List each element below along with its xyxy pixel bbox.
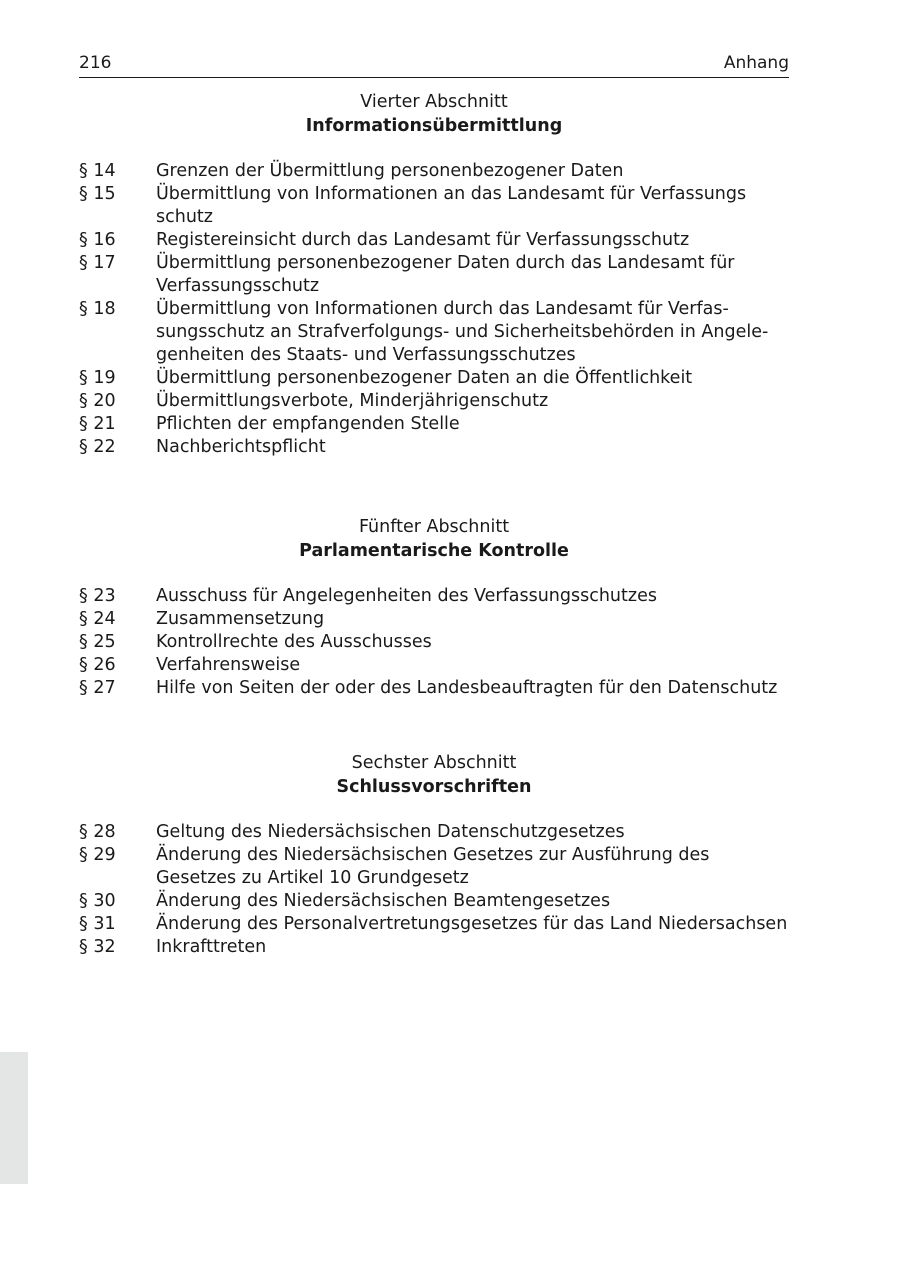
paragraph-title-line: Geltung des Niedersächsischen Datenschutzgesetzes <box>156 822 625 842</box>
paragraph-title-line: Übermittlung personenbezogener Daten durch das Landesamt für <box>156 253 735 273</box>
paragraph-number: § 25 <box>79 632 116 652</box>
paragraph-number: § 28 <box>79 822 116 842</box>
paragraph-title <box>156 608 789 631</box>
section-heading <box>79 751 789 799</box>
toc-list <box>79 821 789 959</box>
header-rule <box>79 77 789 78</box>
toc-list <box>79 160 789 459</box>
paragraph-title-line: sungsschutz an Strafverfolgungs- und Sicherheitsbehörden in Angele- <box>156 322 769 342</box>
paragraph-title-line: Inkrafttreten <box>156 937 267 957</box>
paragraph-title-line: Ausschuss für Angelegenheiten des Verfassungsschutzes <box>156 586 657 606</box>
paragraph-title <box>156 367 789 390</box>
paragraph-title <box>156 844 789 890</box>
paragraph-title <box>156 913 789 936</box>
paragraph-title-line: Übermittlungsverbote, Minderjährigenschutz <box>156 391 549 411</box>
paragraph-number: § 29 <box>79 845 116 865</box>
paragraph-number: § 19 <box>79 368 116 388</box>
paragraph-title <box>156 890 789 913</box>
section-sechster-abschnitt <box>79 751 789 959</box>
paragraph-title-line: Nachberichtspflicht <box>156 437 326 457</box>
paragraph-number: § 27 <box>79 678 116 698</box>
toc-entry <box>79 367 789 390</box>
paragraph-title-line: Übermittlung von Informationen an das Landesamt für Verfassungs <box>156 184 747 204</box>
paragraph-title-line: Gesetzes zu Artikel 10 Grundgesetz <box>156 868 469 888</box>
paragraph-title <box>156 183 789 229</box>
paragraph-title <box>156 654 789 677</box>
toc-entry <box>79 183 789 229</box>
toc-list <box>79 585 789 700</box>
paragraph-title <box>156 229 789 252</box>
toc-entry <box>79 390 789 413</box>
paragraph-number: § 18 <box>79 299 116 319</box>
paragraph-number: § 30 <box>79 891 116 911</box>
toc-entry <box>79 844 789 890</box>
toc-entry <box>79 298 789 367</box>
running-title: Anhang <box>723 53 789 73</box>
toc-entry <box>79 585 789 608</box>
toc-entry <box>79 413 789 436</box>
paragraph-title-line: Grenzen der Übermittlung personenbezogener Daten <box>156 161 624 181</box>
section-vierter-abschnitt <box>79 90 789 459</box>
paragraph-title-line: Übermittlung von Informationen durch das Landesamt für Verfas- <box>156 299 729 319</box>
paragraph-number: § 14 <box>79 161 116 181</box>
paragraph-title <box>156 160 789 183</box>
paragraph-title-line: Änderung des Niedersächsischen Gesetzes zur Ausführung des <box>156 845 710 865</box>
toc-entry <box>79 677 789 700</box>
paragraph-title-line: Änderung des Personalvertretungsgesetzes für das Land Niedersachsen <box>156 914 788 934</box>
paragraph-title <box>156 631 789 654</box>
toc-entry <box>79 608 789 631</box>
toc-entry <box>79 936 789 959</box>
section-title: Informationsübermittlung <box>305 116 563 136</box>
paragraph-number: § 20 <box>79 391 116 411</box>
toc-entry <box>79 229 789 252</box>
paragraph-title <box>156 936 789 959</box>
paragraph-number: § 26 <box>79 655 116 675</box>
paragraph-title-line: Registereinsicht durch das Landesamt für Verfassungsschutz <box>156 230 690 250</box>
section-label: Vierter Abschnitt <box>360 92 508 112</box>
section-title: Parlamentarische Kontrolle <box>299 541 569 561</box>
paragraph-title <box>156 413 789 436</box>
section-title: Schlussvorschriften <box>336 777 532 797</box>
toc-entry <box>79 890 789 913</box>
paragraph-title-line: Pflichten der empfangenden Stelle <box>156 414 460 434</box>
paragraph-title-line: schutz <box>156 207 213 227</box>
toc-entry <box>79 160 789 183</box>
section-fuenfter-abschnitt <box>79 515 789 700</box>
paragraph-title-line: Zusammensetzung <box>156 609 325 629</box>
page-number: 216 <box>79 53 112 73</box>
toc-entry <box>79 436 789 459</box>
toc-entry <box>79 631 789 654</box>
paragraph-title <box>156 821 789 844</box>
paragraph-number: § 15 <box>79 184 116 204</box>
paragraph-title-line: Verfassungsschutz <box>156 276 320 296</box>
paragraph-number: § 16 <box>79 230 116 250</box>
paragraph-number: § 22 <box>79 437 116 457</box>
paragraph-title <box>156 677 789 700</box>
paragraph-title-line: Änderung des Niedersächsischen Beamtengesetzes <box>156 891 611 911</box>
toc-entry <box>79 252 789 298</box>
section-label: Sechster Abschnitt <box>351 753 517 773</box>
paragraph-title <box>156 252 789 298</box>
section-label: Fünfter Abschnitt <box>358 517 510 537</box>
paragraph-title-line: Verfahrensweise <box>156 655 301 675</box>
toc-entry <box>79 821 789 844</box>
section-heading <box>79 515 789 563</box>
paragraph-title <box>156 585 789 608</box>
thumb-index-tab <box>0 1052 28 1184</box>
toc-entry <box>79 913 789 936</box>
paragraph-title-line: Hilfe von Seiten der oder des Landesbeauftragten für den Datenschutz <box>156 678 778 698</box>
paragraph-number: § 32 <box>79 937 116 957</box>
paragraph-number: § 17 <box>79 253 116 273</box>
paragraph-title-line: genheiten des Staats- und Verfassungsschutzes <box>156 345 576 365</box>
section-heading <box>79 90 789 138</box>
paragraph-title <box>156 298 789 367</box>
toc-entry <box>79 654 789 677</box>
paragraph-number: § 31 <box>79 914 116 934</box>
paragraph-number: § 21 <box>79 414 116 434</box>
paragraph-title-line: Kontrollrechte des Ausschusses <box>156 632 432 652</box>
paragraph-title <box>156 390 789 413</box>
paragraph-title <box>156 436 789 459</box>
paragraph-number: § 23 <box>79 586 116 606</box>
paragraph-number: § 24 <box>79 609 116 629</box>
paragraph-title-line: Übermittlung personenbezogener Daten an die Öffentlichkeit <box>156 368 693 388</box>
